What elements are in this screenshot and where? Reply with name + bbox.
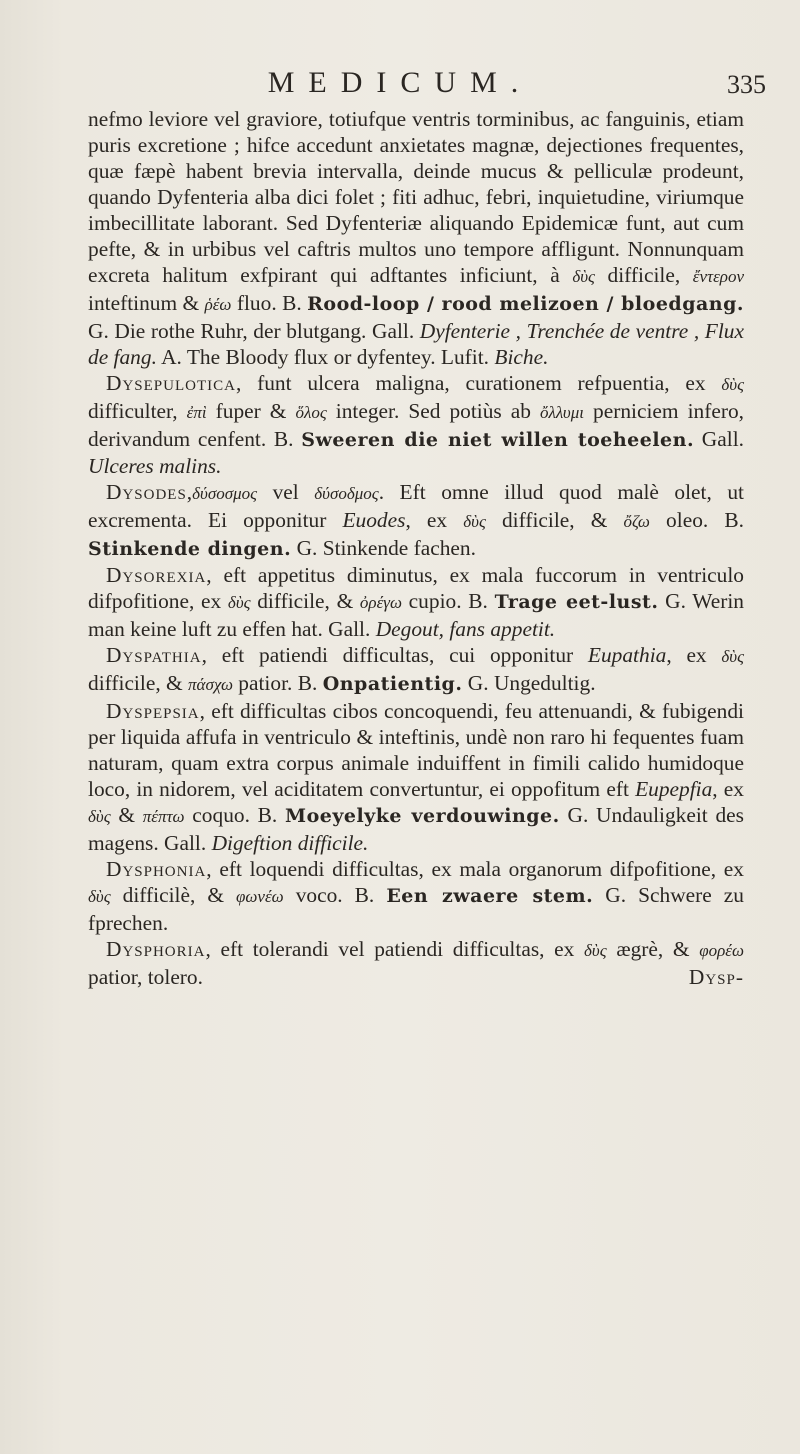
text-run: integer. Sed potiùs ab [326,399,540,423]
dutch-translation: Moeyelyke verdouwinge. [285,805,560,827]
dutch-translation: Een zwaere stem. [386,885,594,907]
text-run: patior. B. [232,671,323,695]
text-run: difficile, & [250,589,360,613]
greek-word: φορέω [699,941,745,960]
greek-word: δὺς [721,375,744,394]
headword: Dyspathia [106,643,202,667]
text-run: . Eft omne illud quod malè olet, ut excrementa. Ei opponitur [88,480,744,532]
greek-word: δὺς [88,887,111,906]
text-run: , eft difficultas cibos concoquendi, feu attenuandi, & fubigendi per liquida affufa in ventriculo & inteftinis, undè non raro hi fequentes fuam naturam, quam extra corpus animale induiffent in fimili calido humidoque loco, in nidorem, vel aciditatem convertuntur, ei oppofitum eft [88,699,744,801]
text-run: nefmo leviore vel graviore, totiufque ventris torminibus, ac fanguinis, etiam puris excretione ; hifce accedunt anxietates magnæ, dejectiones frequentes, quæ fæpè habent brevia intervalla, deinde mucus & pelliculæ prodeunt, quando Dyfenteria alba dici folet ; fiti adhuc, febri, inquietudine, viriumque imbecillitate laborant. Sed Dyfenteriæ aliquando Epidemicæ funt, aut cum pefte, & in urbibus vel caftris multos uno tempore affligunt. Nonnunquam excreta halitum exfpirant qui adftantes inficiunt, à [88,107,744,287]
italic-text: Degout, fans appetit. [375,617,556,641]
text-run: , eft appetitus diminutus, ex mala fuccorum in ventriculo difpofitione, ex [88,563,744,613]
text-run: perniciem infero, derivandum cenfent. B. [88,399,744,451]
text-run: vel [257,480,315,504]
headword: Dysodes [106,480,187,504]
italic-text: Digeftion difficile. [211,831,369,855]
greek-word: ὀρέγω [359,593,402,612]
dictionary-entry [88,479,744,562]
text-run: difficile, & [88,671,188,695]
dutch-translation: Onpatientig. [322,673,463,695]
text-run: G. Werin man keine luft zu effen hat. Gall. [88,589,744,641]
greek-word: δὺς [584,941,607,960]
text-run: patior, tolero. [88,965,203,989]
entry-continuation [88,106,744,370]
dictionary-entry [88,370,744,479]
greek-word: δύσοσμος [192,484,258,503]
greek-word: ὄλλυμι [540,403,584,422]
text-run: , [186,480,193,504]
text-run: voco. B. [283,883,387,907]
italic-text: Dyfenterie , Trenchée de ventre , Flux de fang. [88,319,744,369]
headword: Dysepulotica [106,371,236,395]
text-run: , ex [666,643,722,667]
text-run: , eft tolerandi vel patiendi difficultas, ex [205,937,585,961]
dictionary-entry [88,642,744,698]
greek-word: δὺς [463,512,486,531]
text-run: & [110,803,143,827]
italic-text: Eupepfia [635,777,713,801]
greek-word: πάσχω [188,675,233,694]
dictionary-entry [88,936,744,990]
greek-word: φωνέω [236,887,284,906]
text-run: difficile, [594,263,693,287]
greek-word: πέπτω [142,807,185,826]
text-run: , funt ulcera maligna, curationem refpuentia, ex [235,371,722,395]
dutch-translation: Sweeren die niet willen toeheelen. [301,429,695,451]
text-run: , eft patiendi difficultas, cui opponitur [201,643,588,667]
text-run: G. Die rothe Ruhr, der blutgang. Gall. [88,319,420,343]
text-run: G. Ungedultig. [462,671,596,695]
text-run: , ex [405,508,464,532]
catchword: Dysp- [688,965,744,989]
text-run: , ex [712,777,744,801]
dutch-translation: Rood-loop / rood melizoen / bloedgang. [307,293,745,315]
page-number: 335 [727,70,766,99]
greek-word: ἔντερον [692,267,745,286]
running-title: MEDICUM. [267,66,533,99]
text-run: fluo. B. [231,291,308,315]
italic-text: Biche. [494,345,549,369]
dictionary-entry [88,698,744,856]
text-run: cupio. B. [401,589,495,613]
greek-word: δὺς [572,267,595,286]
headword: Dysphoria [106,937,206,961]
greek-word: ἐπὶ [186,403,207,422]
italic-text: Euodes [342,508,406,532]
text-run: , eft loquendi difficultas, ex mala organorum difpofitione, ex [206,857,744,881]
text-run: G. Schwere zu fprechen. [88,883,744,935]
italic-text: Eupathia [587,643,667,667]
text-run: A. The Bloody flux or dyfentey. Lufit. [156,345,495,369]
greek-word: δὺς [88,807,111,826]
headword: Dyspepsia [106,699,200,723]
greek-word: ὅλος [295,403,327,422]
text-run: G. Stinkende fachen. [291,536,476,560]
text-run: inteftinum & [88,291,205,315]
greek-word: δὺς [721,647,744,666]
text-run: difficulter, [88,399,187,423]
body-text [88,106,744,990]
text-run: difficile, & [485,508,624,532]
dictionary-entry [88,562,744,642]
page-header [0,66,800,106]
text-run: coquo. B. [184,803,286,827]
text-run: Gall. [694,427,744,451]
headword: Dysorexia [106,563,207,587]
italic-text: Ulceres malins. [88,454,222,478]
text-run: oleo. B. [649,508,744,532]
greek-word: ῥέω [204,295,232,314]
greek-word: δὺς [227,593,251,612]
headword: Dysphonia [106,857,207,881]
text-run: G. Undauligkeit des magens. Gall. [88,803,744,855]
dictionary-entry [88,856,744,936]
dutch-translation: Stinkende dingen. [88,538,292,560]
dutch-translation: Trage eet-lust. [494,591,659,613]
text-run: fuper & [206,399,296,423]
text-run: ægrè, & [606,937,700,961]
greek-word: δύσοδμος [314,484,379,503]
text-run: difficilè, & [110,883,237,907]
greek-word: ὄζω [623,512,650,531]
